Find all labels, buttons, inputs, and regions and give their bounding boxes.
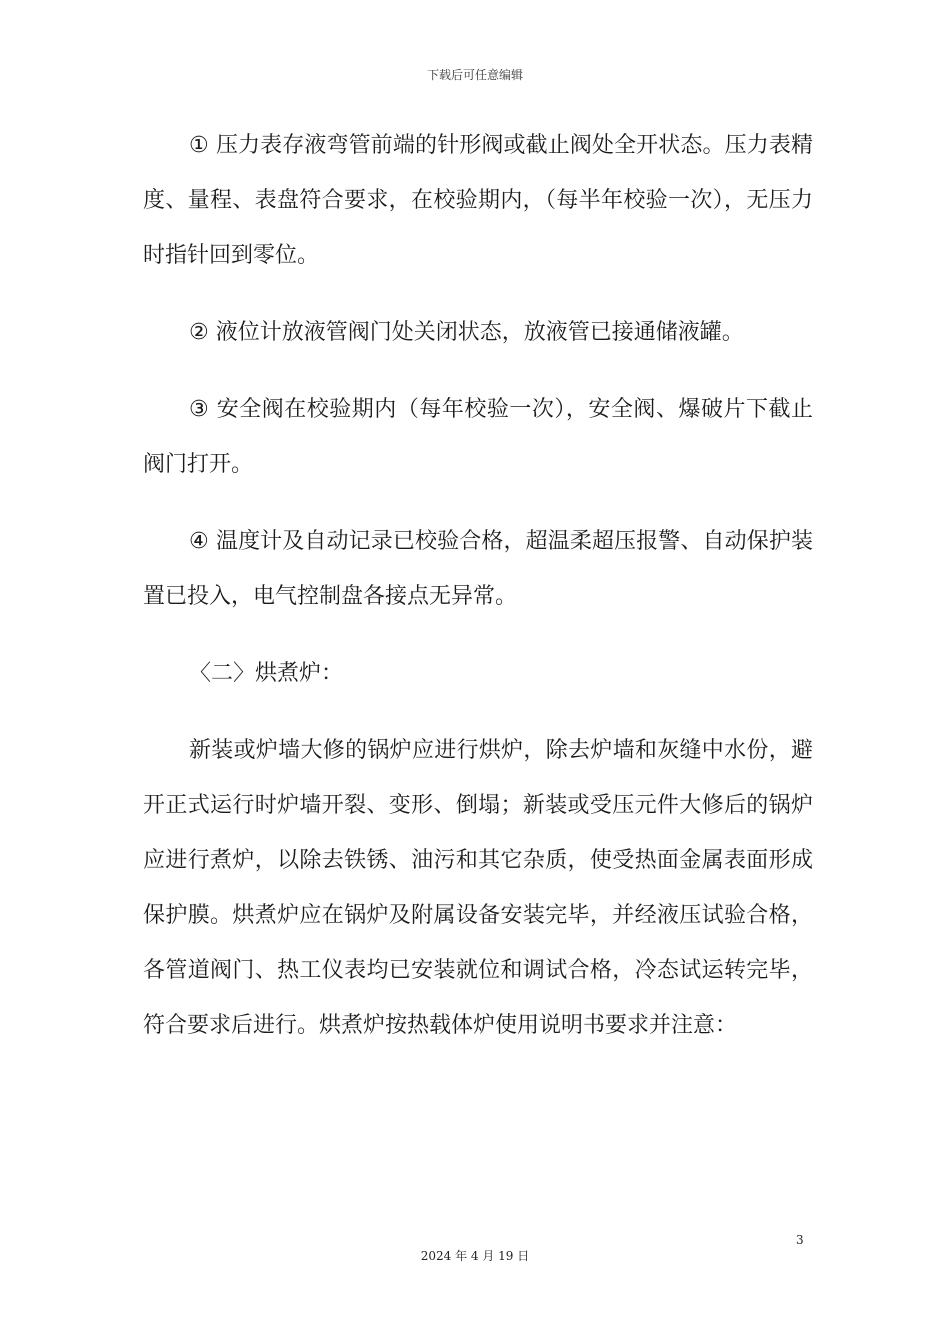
footer-date: 2024 年 4 月 19 日 bbox=[420, 1249, 530, 1263]
paragraph-safety-valve: ③ 安全阀在校验期内（每年校验一次），安全阀、爆破片下截止阀门打开。 bbox=[143, 397, 813, 477]
page-number: 3 bbox=[796, 1233, 804, 1247]
paragraph-thermometer: ④ 温度计及自动记录已校验合格，超温柔超压报警、自动保护装置已投入，电气控制盘各接点无异常。 bbox=[143, 529, 813, 609]
paragraph-level-gauge: ② 液位计放液管阀门处关闭状态，放液管已接通储液罐。 bbox=[189, 320, 744, 345]
paragraph-boiler-drying: 新装或炉墙大修的锅炉应进行烘炉，除去炉墙和灰缝中水份，避开正式运行时炉墙开裂、变形、倒塌；新装或受压元件大修后的锅炉应进行煮炉，以除去铁锈、油污和其它杂质，使受热面金属表面形成保护膜。烘煮炉应在锅炉及附属设备安装完毕，并经液压试验合格，各管道阀门、热工仪表均已安装就位和调试合格，冷态试运转完毕，符合要求后进行。烘煮炉按热载体炉使用说明书要求并注意： bbox=[143, 738, 813, 1038]
document-body bbox=[143, 118, 813, 1075]
section-heading-boiler-drying: 〈二〉烘煮炉： bbox=[189, 661, 344, 686]
page-header: 下载后可任意编辑 bbox=[426, 68, 523, 82]
paragraph-pressure-gauge: ① 压力表存液弯管前端的针形阀或截止阀处全开状态。压力表精度、量程、表盘符合要求，在校验期内，（每半年校验一次），无压力时指针回到零位。 bbox=[143, 133, 813, 268]
